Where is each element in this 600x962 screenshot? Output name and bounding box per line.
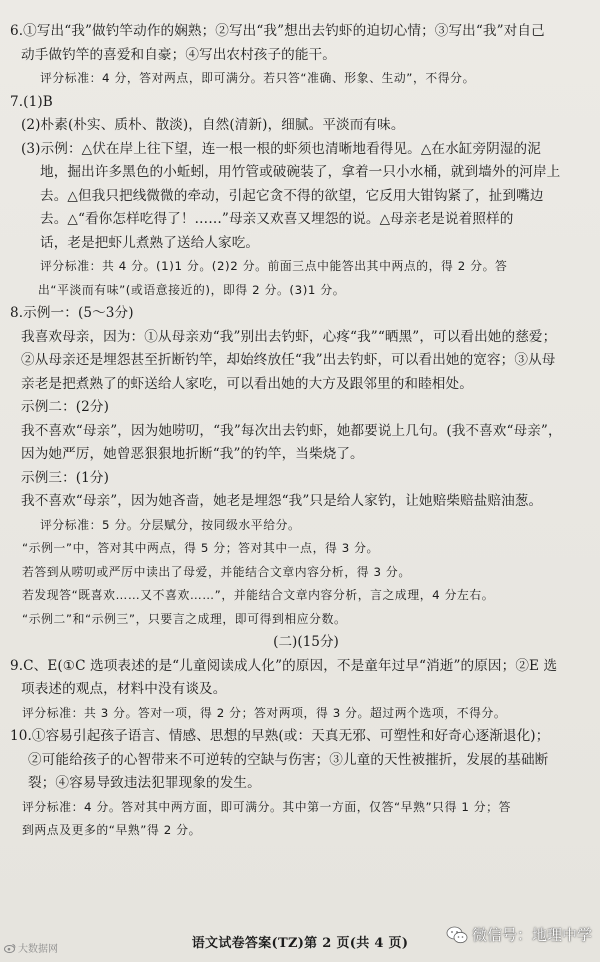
question-9 xyxy=(10,655,582,726)
q8-example-1-line-3: 亲老是把煮熟了的虾送给人家吃，可以看出她的大方及跟邻里的和睦相处。 xyxy=(21,375,473,392)
q6-grading: 评分标准：4 分，答对两点，即可满分。若只答“准确、形象、生动”，不得分。 xyxy=(40,71,475,85)
page-footer: 语文试卷答案(TZ)第 2 页(共 4 页) xyxy=(191,936,409,951)
question-7 xyxy=(10,91,582,303)
q8-example-1-line-1: 我喜欢母亲，因为：①从母亲劝“我”别出去钓虾，心疼“我”“晒黑”，可以看出她的慈爱； xyxy=(21,328,557,345)
q7-grading-1: 评分标准：共 4 分。(1)1 分。(2)2 分。前面三点中能答出其中两点的，得 2 分。答 xyxy=(40,259,508,273)
question-10 xyxy=(10,725,582,843)
q7-line-7: 话，老是把虾儿煮熟了送给人家吃。 xyxy=(40,234,260,251)
q10-line-1: 10.①容易引起孩子语言、情感、思想的早熟(或：天真无邪、可塑性和好奇心逐渐退化)； xyxy=(10,728,550,744)
q10-grading-1: 评分标准：4 分。答对其中两方面，即可满分。其中第一方面，仅答“早熟”只得 1 分；答 xyxy=(22,799,511,814)
q8-grading-3: 若答到从唠叨或严厉中读出了母爱，并能结合文章内容分析，得 3 分。 xyxy=(22,564,411,579)
q7-line-4: 地，掘出许多黑色的小蚯蚓，用竹管或破碗装了，拿着一只小水桶，就到墙外的河岸上 xyxy=(40,164,561,180)
watermark-right xyxy=(446,924,592,945)
q7-line-2: (2)朴素(朴实、质朴、散淡)，自然(清新)，细腻。平淡而有味。 xyxy=(21,117,405,133)
weibo-icon xyxy=(4,943,16,953)
q7-line-6: 去。△“看你怎样吃得了！……”母亲又欢喜又埋怨的说。△母亲老是说着照样的 xyxy=(40,211,514,227)
watermark-right-text: 微信号：地理中学 xyxy=(471,926,592,944)
q8-example-2-line-2: 因为她严厉，她曾恶狠狠地折断“我”的钓竿，当柴烧了。 xyxy=(21,446,364,462)
q10-line-3: 裂；④容易导致违法犯罪现象的发生。 xyxy=(28,775,261,791)
question-6 xyxy=(10,20,582,91)
q8-grading-2: “示例一”中，答对其中两点，得 5 分；答对其中一点，得 3 分。 xyxy=(22,541,379,555)
q9-grading: 评分标准：共 3 分。答对一项，得 2 分；答对两项，得 3 分。超过两个选项，不得分。 xyxy=(22,705,507,720)
q8-example-1-title: 8.示例一：(5～3分) xyxy=(10,305,134,321)
q7-line-5: 去。△但我只把线微微的牵动，引起它贪不得的欲望，它反用大钳钩紧了，扯到嘴边 xyxy=(40,187,544,204)
q10-line-2: ②可能给孩子的心智带来不可逆转的空缺与伤害；③儿童的天性被摧折，发展的基础断 xyxy=(28,751,549,768)
q8-grading-1: 评分标准：5 分。分层赋分，按同级水平给分。 xyxy=(40,517,301,532)
q7-line-1: 7.(1)B xyxy=(10,93,53,110)
q8-example-3-line-1: 我不喜欢“母亲”，因为她吝啬，她老是埋怨“我”只是给人家钓，让她赔柴赔盐赔油葱。 xyxy=(21,493,543,509)
q8-example-3-title: 示例三：(1分) xyxy=(21,469,110,486)
section-2-heading: (二)(15分) xyxy=(273,634,339,650)
q8-example-2-line-1: 我不喜欢“母亲”，因为她唠叨，“我”每次出去钓虾，她都要说上几句。(我不喜欢“母亲”， xyxy=(21,422,562,439)
q8-example-1-line-2: ②从母亲还是埋怨甚至折断钓竿，却始终放任“我”出去钓虾，可以看出她的宽容；③从母 xyxy=(21,352,556,368)
q9-line-1: 9.C、E(①C 选项表述的是“儿童阅读成人化”的原因，不是童年过早“消逝”的原因；②E 选 xyxy=(10,657,558,674)
watermark-left-text: 大数据网 xyxy=(18,944,58,955)
q7-grading-2: 出“平淡而有味”(或语意接近的)，即得 2 分。(3)1 分。 xyxy=(38,282,346,297)
q10-grading-2: 到两点及更多的“早熟”得 2 分。 xyxy=(22,823,201,837)
question-8 xyxy=(10,302,582,631)
wechat-icon xyxy=(446,926,468,944)
q7-line-3: (3)示例：△伏在岸上往下望，连一根一根的虾须也清晰地看得见。△在水缸旁阴湿的泥 xyxy=(21,140,541,157)
q9-line-2: 项表述的观点，材料中没有谈及。 xyxy=(21,681,227,697)
q6-line-1: 6.①写出“我”做钓竿动作的娴熟；②写出“我”想出去钓虾的迫切心情；③写出“我”对自己 xyxy=(10,23,545,39)
q8-grading-4: 若发现答“既喜欢……又不喜欢……”，并能结合文章内容分析，言之成理，4 分左右。 xyxy=(22,588,495,602)
q8-example-2-title: 示例二：(2分) xyxy=(21,399,110,415)
q8-grading-5: “示例二”和“示例三”，只要言之成理，即可得到相应分数。 xyxy=(22,611,347,626)
q6-line-2: 动手做钓竿的喜爱和自豪；④写出农村孩子的能干。 xyxy=(21,46,336,63)
watermark-left xyxy=(4,940,58,955)
